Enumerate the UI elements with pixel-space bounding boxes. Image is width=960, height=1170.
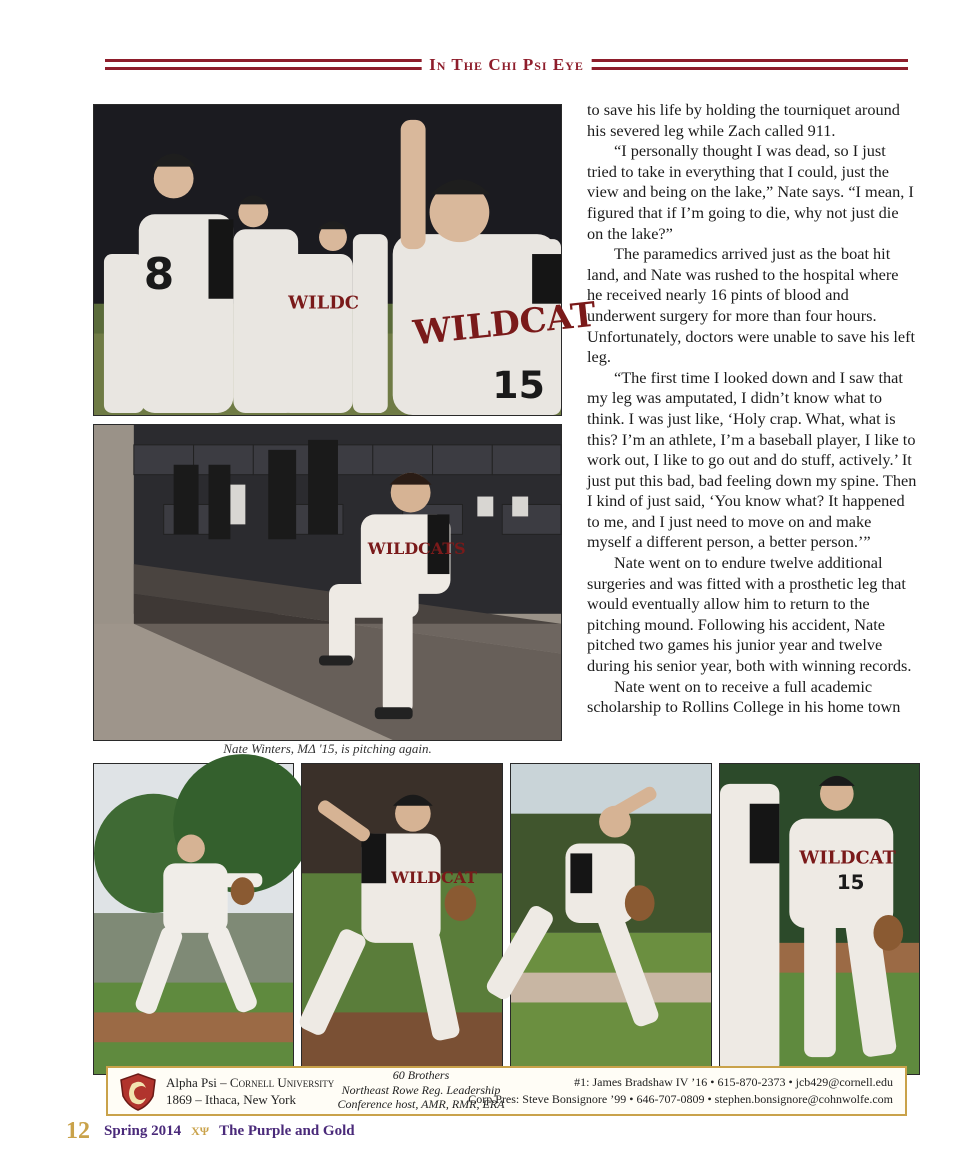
section-header — [105, 57, 908, 73]
page-footer — [66, 1118, 355, 1144]
article-paragraph: “I personally thought I was dead, so I just tried to take in everything that I could, just the view and being on the lake,” Nate says. “I mean, I figured that if I’m going to die, why not just die on the lake?” — [587, 141, 914, 243]
page-number: 12 — [66, 1118, 90, 1144]
article-paragraph: to save his life by holding the tourniquet around his severed leg while Zach called 911. — [587, 100, 900, 140]
svg-text:WILDCAT: WILDCAT — [411, 293, 598, 353]
chapter-contact-one: #1: James Bradshaw IV ’16 • 615-870-2373 • jcb429@cornell.edu — [574, 1075, 893, 1089]
svg-text:WILDCAT: WILDCAT — [391, 868, 477, 888]
chi-psi-emblem-icon: ΧΨ — [191, 1124, 210, 1138]
svg-text:WILDCAT: WILDCAT — [799, 847, 896, 869]
chapter-award-line: Northeast Rowe Reg. Leadership — [341, 1082, 501, 1097]
svg-text:8: 8 — [143, 248, 175, 300]
chapter-brothers-count: 60 Brothers — [392, 1068, 450, 1082]
article-paragraph: Nate went on to receive a full academic scholarship to Rollins College in his home town — [587, 676, 901, 717]
article-paragraph: Nate went on to endure twelve additional surgeries and was fitted with a prosthetic leg that would eventually allow him to return to the pitching mound. Following his accident, Nate pitched two games his junior year and twelve during his senior year, both with winning records. — [587, 553, 912, 676]
chapter-name — [166, 1074, 334, 1108]
photo-pitch-follow-through — [719, 763, 920, 1075]
article-text — [587, 100, 917, 718]
chapter-university: Cornell University — [229, 1075, 335, 1090]
chapter-contact-corp: Corp.Pres: Steve Bonsignore ’99 • 646-707-0809 • stephen.bonsignore@cohnwolfe.com — [468, 1092, 893, 1106]
chapter-title: Alpha Psi – — [166, 1075, 230, 1090]
chapter-crest-icon — [118, 1072, 158, 1112]
chapter-conference-line: Conference host, AMR, RMR, ERA — [337, 1097, 505, 1111]
svg-text:15: 15 — [836, 871, 865, 895]
article-paragraph: The paramedics arrived just as the boat hit land, and Nate was rushed to the hospital where he received nearly 16 pints of blood and underwent surgery for more than four hours. Unfortunately, doctors were unable to save his left leg. — [587, 244, 916, 367]
chapter-founded: 1869 – Ithaca, New York — [166, 1092, 296, 1107]
article-paragraph: “The first time I looked down and I saw that my leg was amputated, I didn’t know what to think. I was just like, ‘Holy crap. What, what is this? I’m an athlete, I’m a baseball player, I like to work out, I like to go out and do stuff, actively.’ It just put this bad, bad feeling down my spine. Then I kind of just said, ‘You know what? It happened to me, and I just need to move on and make myself a different person, a better person.’” — [587, 367, 917, 552]
svg-text:WILDC: WILDC — [288, 292, 360, 314]
issue-label: Spring 2014 — [104, 1123, 182, 1139]
photo-caption: Nate Winters, ΜΔ '15, is pitching again. — [223, 741, 432, 756]
chapter-info-box — [106, 1066, 907, 1116]
svg-text:15: 15 — [492, 363, 545, 408]
photo-pitch-stride — [301, 763, 503, 1075]
photo-pitch-release — [510, 763, 712, 1075]
section-title: In The Chi Psi Eye — [421, 56, 592, 74]
photo-pitch-windup — [93, 763, 294, 1075]
svg-text:WILDCATS: WILDCATS — [367, 539, 466, 559]
chapter-contacts — [468, 1074, 893, 1108]
photo-team-celebration — [93, 104, 598, 416]
photo-dugout — [93, 424, 562, 741]
magazine-title: The Purple and Gold — [219, 1123, 355, 1139]
